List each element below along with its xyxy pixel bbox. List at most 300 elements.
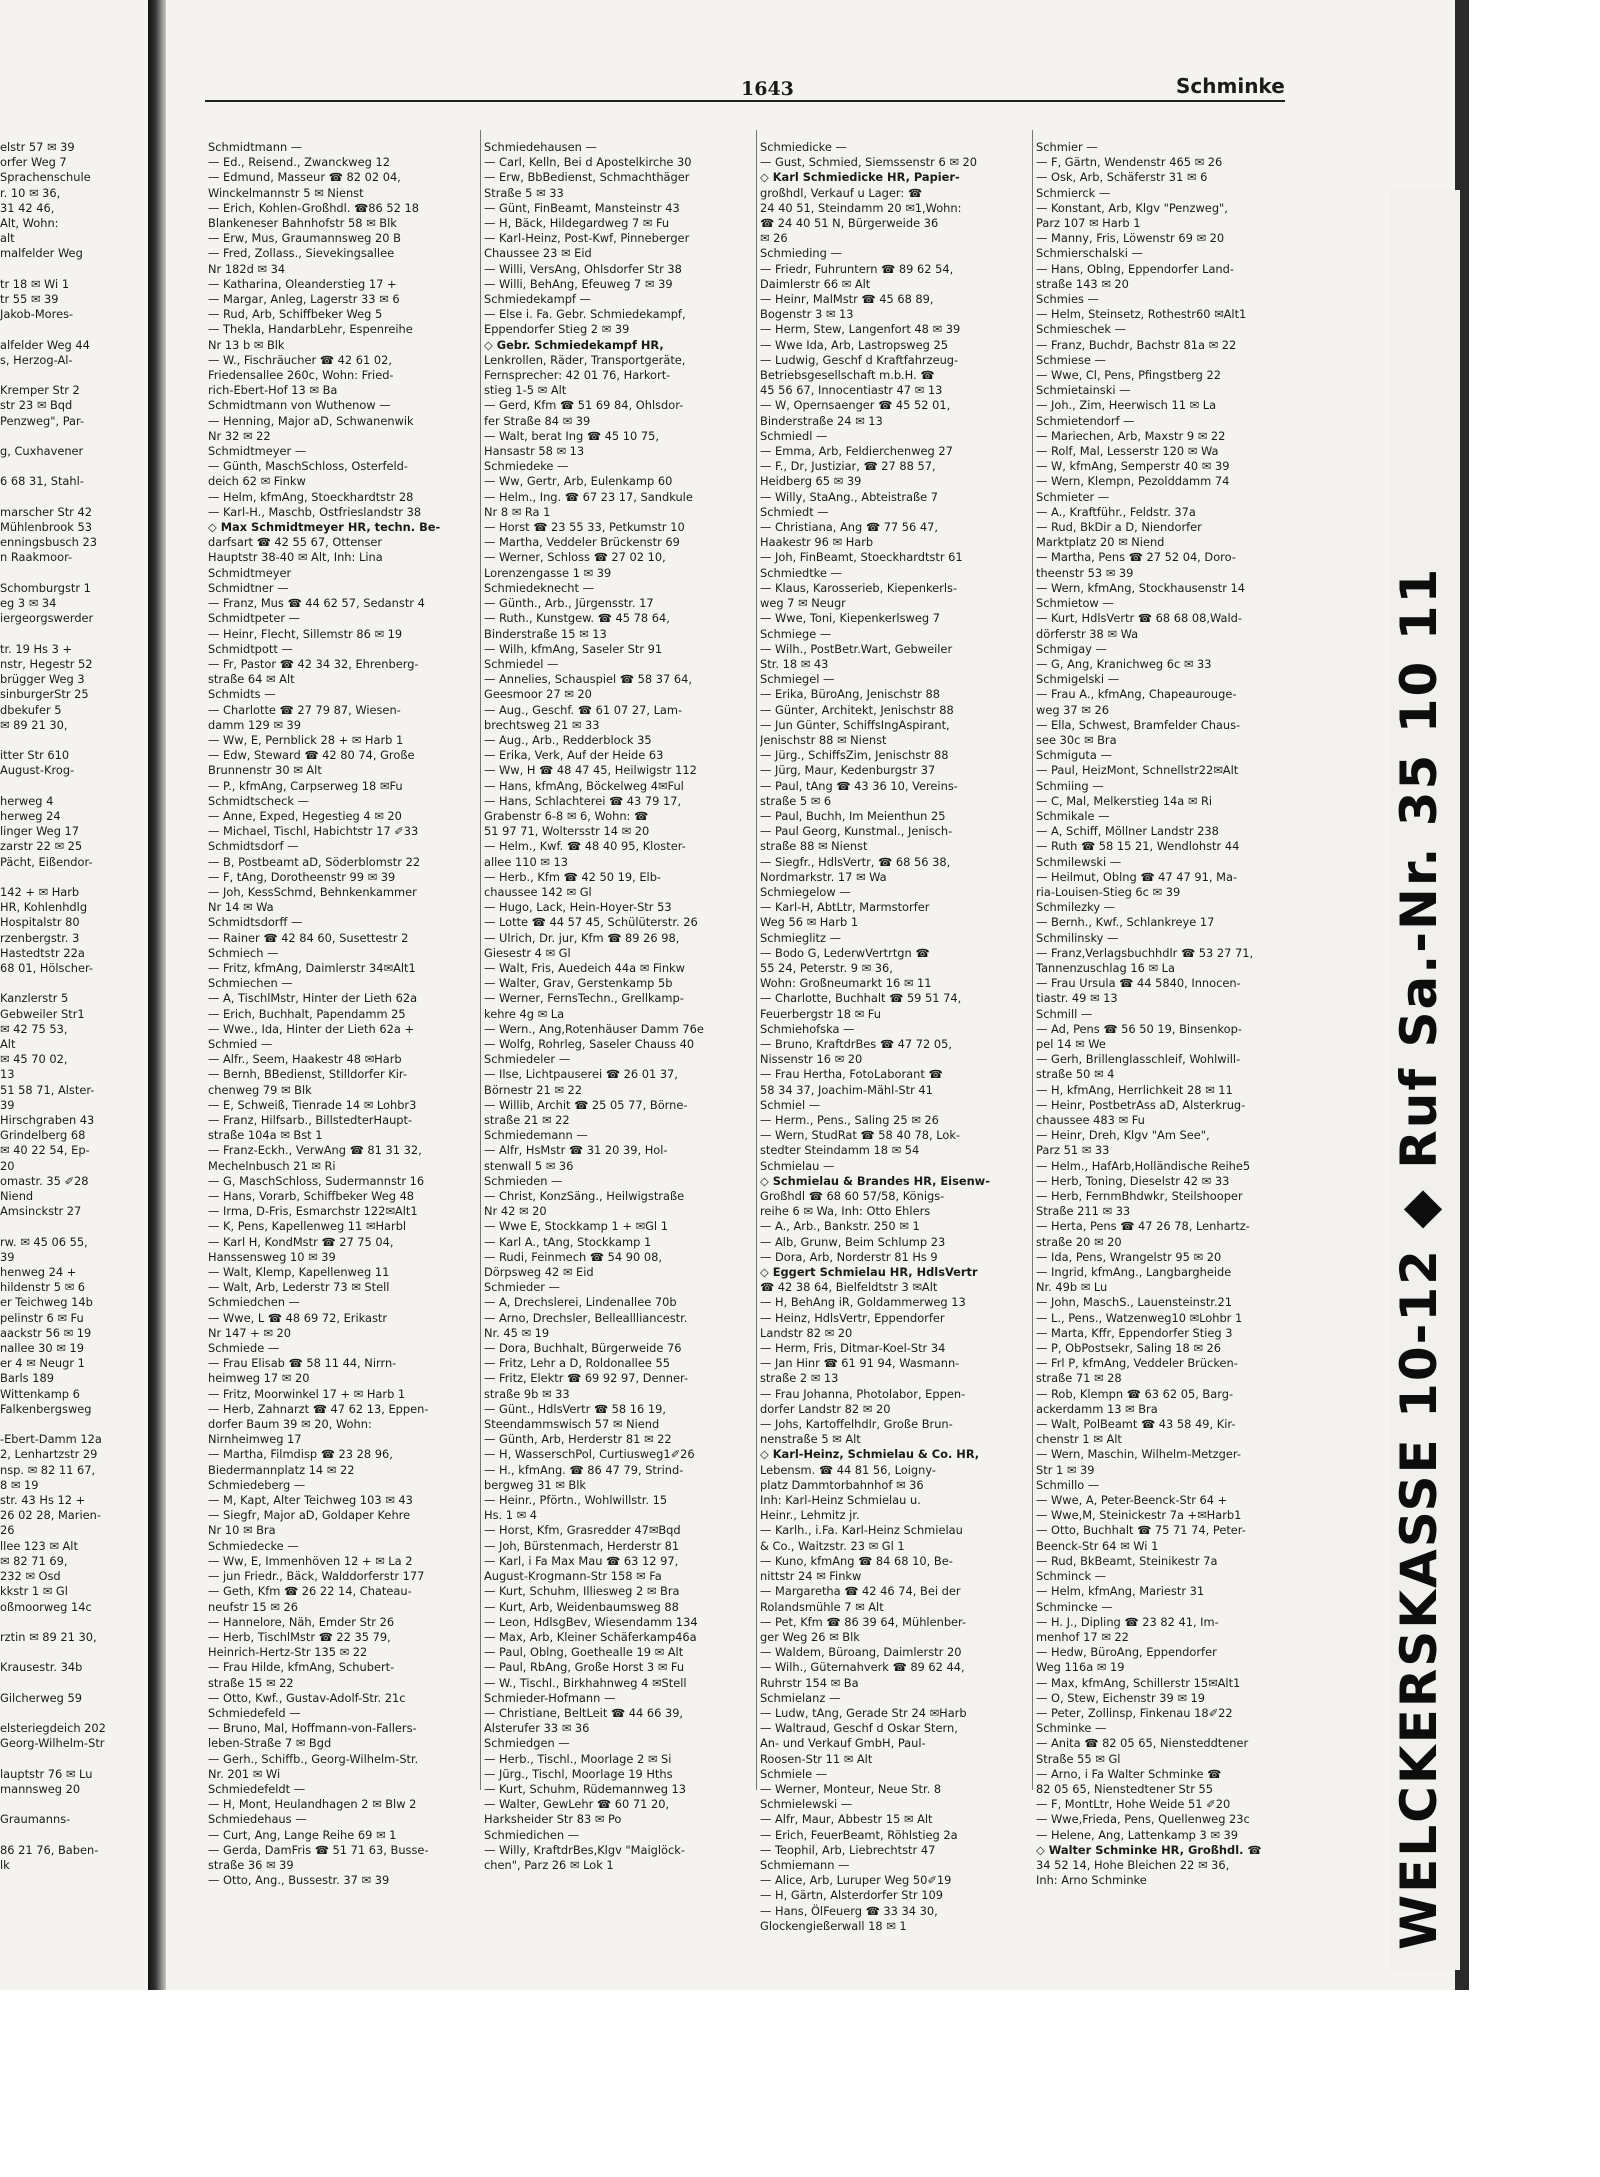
directory-line: — Ww, E, Pernblick 28 + ✉ Harb 1: [208, 732, 404, 747]
directory-line: — Werner, Monteur, Neue Str. 8: [760, 1781, 942, 1796]
directory-line: — F., Dr, Justiziar, ☎ 27 88 57,: [760, 459, 936, 474]
directory-line: — H, Bäck, Hildegardweg 7 ✉ Fu: [484, 216, 670, 231]
directory-line: Schmiedeberg —: [208, 1477, 306, 1492]
directory-line: — Herm, Stew, Langenfort 48 ✉ 39: [760, 322, 961, 337]
directory-line: Schmillo —: [1036, 1477, 1100, 1492]
directory-line: — Edw, Steward ☎ 42 80 74, Große: [208, 748, 415, 763]
directory-line: — Hans, kfmAng, Böckelweg 4✉Ful: [484, 778, 684, 793]
directory-line: — Horst, Kfm, Grasredder 47✉Bqd: [484, 1523, 681, 1538]
directory-line: — Hannelore, Näh, Emder Str 26: [208, 1614, 395, 1629]
directory-line: — Erich, FeuerBeamt, Röhlstieg 2a: [760, 1827, 958, 1842]
directory-line: Schmierck —: [1036, 185, 1111, 200]
directory-line: — Hedw, BüroAng, Eppendorfer: [1036, 1645, 1217, 1660]
directory-line: Nr. 49b ✉ Lu: [1036, 1280, 1108, 1295]
directory-line: — Charlotte, Buchhalt ☎ 59 51 74,: [760, 991, 962, 1006]
book-gutter: [148, 0, 166, 1990]
directory-line: — A, Schiff, Möllner Landstr 238: [1036, 824, 1219, 839]
directory-line: — Walt, Klemp, Kapellenweg 11: [208, 1265, 390, 1280]
directory-line: [0, 976, 148, 991]
directory-line: ger Weg 26 ✉ Blk: [760, 1629, 860, 1644]
directory-line: — W., Tischl., Birkhahnweg 4 ✉Stell: [484, 1675, 687, 1690]
directory-line: — Kurt, HdlsVertr ☎ 68 68 08,Wald-: [1036, 611, 1242, 626]
directory-line: sinburgerStr 25: [0, 687, 89, 702]
directory-column-4: [1036, 140, 1301, 2010]
directory-line: Heidberg 65 ✉ 39: [760, 474, 862, 489]
directory-line: — Helene, Ang, Lattenkamp 3 ✉ 39: [1036, 1827, 1239, 1842]
directory-line: — Helm., HafArb,Holländische Reihe5: [1036, 1158, 1251, 1173]
directory-line: Brunnenstr 30 ✉ Alt: [208, 763, 322, 778]
directory-line: — Bruno, Mal, Hoffmann-von-Fallers-: [208, 1721, 417, 1736]
directory-line: — Wern, Maschin, Wilhelm-Metzger-: [1036, 1447, 1241, 1462]
directory-line: — Siegfr, Major aD, Goldaper Kehre: [208, 1508, 411, 1523]
directory-line: [0, 1219, 148, 1234]
directory-line: brechtsweg 21 ✉ 33: [484, 717, 600, 732]
directory-line: — Erika, BüroAng, Jenischstr 88: [760, 687, 940, 702]
directory-line: — Osk, Arb, Schäferstr 31 ✉ 6: [1036, 170, 1208, 185]
directory-line: ◇ Karl Schmiedicke HR, Papier-: [760, 170, 960, 185]
directory-line: — Annelies, Schauspiel ☎ 58 37 64,: [484, 672, 692, 687]
directory-line: Nr 32 ✉ 22: [208, 428, 271, 443]
directory-line: — Alb, Grunw, Beim Schlump 23: [760, 1234, 946, 1249]
page-header: [166, 60, 1286, 110]
directory-line: — Otto, Ang., Bussestr. 37 ✉ 39: [208, 1873, 390, 1888]
directory-line: Schmiegel —: [760, 672, 835, 687]
directory-line: — Wwe, Cl, Pens, Pfingstberg 22: [1036, 368, 1222, 383]
directory-line: Schmieder —: [484, 1280, 560, 1295]
directory-line: straße 2 ✉ 13: [760, 1371, 839, 1386]
directory-line: — Joh., Zim, Heerwisch 11 ✉ La: [1036, 398, 1217, 413]
directory-line: Schmidtmeyer: [208, 565, 292, 580]
directory-line: Schmikale —: [1036, 808, 1110, 823]
directory-line: — Heinr, Dreh, Klgv "Am See",: [1036, 1128, 1210, 1143]
directory-line: — Wern, kfmAng, Stockhausenstr 14: [1036, 580, 1246, 595]
directory-line: — Gust, Schmied, Siemssenstr 6 ✉ 20: [760, 155, 977, 170]
directory-line: [0, 1828, 148, 1843]
directory-line: — Wwe E, Stockkamp 1 + ✉Gl 1: [484, 1219, 668, 1234]
header-rule: [205, 100, 1285, 102]
directory-line: Hastedtstr 22a: [0, 945, 85, 960]
directory-line: Nr. 201 ✉ Wi: [208, 1766, 281, 1781]
directory-line: ackerdamm 13 ✉ Bra: [1036, 1401, 1158, 1416]
directory-line: Schmiedl —: [760, 428, 828, 443]
directory-line: itter Str 610: [0, 748, 70, 763]
directory-line: Alt: [0, 1036, 16, 1051]
directory-line: — Marta, Kffr, Eppendorfer Stieg 3: [1036, 1325, 1233, 1340]
directory-line: Inh: Karl-Heinz Schmielau u.: [760, 1493, 921, 1508]
directory-line: — Johs, Kartoffelhdlr, Große Brun-: [760, 1417, 953, 1432]
directory-line: — Walt, PolBeamt ☎ 43 58 49, Kir-: [1036, 1417, 1236, 1432]
directory-line: Schmiedgen —: [484, 1736, 570, 1751]
directory-line: — Friedr, Fuhruntern ☎ 89 62 54,: [760, 261, 954, 276]
directory-line: Hirschgraben 43: [0, 1113, 95, 1127]
directory-line: — Wwe,M, Steinickestr 7a +✉Harb1: [1036, 1508, 1242, 1523]
directory-line: — Hans, ÖlFeuerg ☎ 33 34 30,: [760, 1903, 938, 1918]
directory-line: — John, MaschS., Lauensteinstr.21: [1036, 1295, 1233, 1310]
directory-line: — M, Kapt, Alter Teichweg 103 ✉ 43: [208, 1493, 413, 1508]
directory-column-1: [208, 140, 476, 2010]
directory-line: ◇ Max Schmidtmeyer HR, techn. Be-: [208, 520, 441, 535]
directory-line: Schmilinsky —: [1036, 930, 1119, 945]
directory-line: — Alfr., Seem, Haakestr 48 ✉Harb: [208, 1052, 402, 1067]
directory-line: damm 129 ✉ 39: [208, 717, 302, 732]
directory-line: Schmielewski —: [760, 1797, 853, 1812]
directory-line: — G, Ang, Kranichweg 6c ✉ 33: [1036, 656, 1212, 671]
directory-line: r. 10 ✉ 36,: [0, 185, 61, 200]
directory-line: aackstr 56 ✉ 19: [0, 1325, 92, 1340]
directory-line: Amsinckstr 27: [0, 1204, 82, 1219]
directory-line: stieg 1-5 ✉ Alt: [484, 383, 567, 398]
directory-line: Georg-Wilhelm-Str: [0, 1736, 105, 1751]
directory-line: — Arno, i Fa Walter Schminke ☎: [1036, 1766, 1222, 1781]
directory-line: platz Dammtorbahnhof ✉ 36: [760, 1477, 924, 1492]
directory-line: — Ad, Pens ☎ 56 50 19, Binsenkop-: [1036, 1021, 1242, 1036]
directory-line: — Franz,Verlagsbuchhdlr ☎ 53 27 71,: [1036, 945, 1254, 960]
running-head: Schminke: [1176, 74, 1285, 98]
directory-line: — P, ObPostsekr, Saling 18 ✉ 26: [1036, 1341, 1221, 1356]
directory-line: Nr 10 ✉ Bra: [208, 1523, 276, 1538]
directory-line: — Karl A., tAng, Stockkamp 1: [484, 1234, 652, 1249]
directory-line: [0, 1615, 148, 1630]
directory-line: — Heinr, Flecht, Sillemstr 86 ✉ 19: [208, 626, 403, 641]
directory-line: Binderstraße 24 ✉ 13: [760, 413, 883, 428]
directory-line: — Günt., HdlsVertr ☎ 58 16 19,: [484, 1401, 667, 1416]
directory-line: Schmied —: [208, 1036, 273, 1051]
directory-line: rztin ✉ 89 21 30,: [0, 1629, 97, 1644]
directory-line: — Ludw, tAng, Gerade Str 24 ✉Harb: [760, 1705, 967, 1720]
directory-line: — Fritz, Moorwinkel 17 + ✉ Harb 1: [208, 1386, 406, 1401]
directory-line: — Frau A., kfmAng, Chapeaurouge-: [1036, 687, 1237, 702]
directory-line: — Willi, VersAng, Ohlsdorfer Str 38: [484, 261, 682, 276]
directory-line: llee 123 ✉ Alt: [0, 1538, 78, 1553]
directory-line: straße 64 ✉ Alt: [208, 672, 295, 687]
directory-line: straße 143 ✉ 20: [1036, 276, 1129, 291]
directory-line: Schmiedel —: [484, 656, 559, 671]
directory-line: chaussee 483 ✉ Fu: [1036, 1113, 1145, 1127]
directory-line: — Karl-H, AbtLtr, Marmstorfer: [760, 900, 930, 915]
directory-line: Nr 8 ✉ Ra 1: [484, 504, 551, 519]
directory-line: Schmiege —: [760, 626, 832, 641]
directory-line: Nr. 45 ✉ 19: [484, 1325, 550, 1340]
column-divider: [1032, 130, 1033, 1790]
page-number: 1643: [741, 78, 794, 100]
directory-line: großhdl, Verkauf u Lager: ☎: [760, 185, 923, 200]
directory-line: — Frau Elisab ☎ 58 11 44, Nirrn-: [208, 1356, 397, 1371]
directory-line: Gilcherweg 59: [0, 1690, 82, 1705]
directory-line: orfer Weg 7: [0, 155, 67, 170]
directory-line: weg 7 ✉ Neugr: [760, 596, 846, 611]
directory-line: Tannenzuschlag 16 ✉ La: [1036, 960, 1175, 975]
directory-column-3: [760, 140, 1028, 2010]
column-divider: [756, 130, 757, 1790]
directory-line: — Frl P, kfmAng, Veddeler Brücken-: [1036, 1356, 1238, 1371]
directory-line: Hs. 1 ✉ 4: [484, 1508, 538, 1523]
directory-line: Parz 107 ✉ Harb 1: [1036, 216, 1141, 231]
directory-line: Schmiemann —: [760, 1857, 850, 1872]
directory-line: — Erw, BbBedienst, Schmachthäger: [484, 170, 690, 185]
directory-line: ✉ 26: [760, 231, 788, 246]
directory-line: Falkenbergsweg: [0, 1401, 92, 1416]
directory-line: — Hans, Vorarb, Schiffbeker Weg 48: [208, 1189, 415, 1204]
directory-line: 82 05 65, Nienstedtener Str 55: [1036, 1781, 1214, 1796]
directory-line: chenstr 1 ✉ Alt: [1036, 1432, 1122, 1447]
directory-line: — F, Gärtn, Wendenstr 465 ✉ 26: [1036, 155, 1223, 170]
directory-line: straße 15 ✉ 22: [208, 1675, 294, 1690]
directory-line: — Kurt, Schuhm, Rüdemannweg 13: [484, 1781, 687, 1796]
directory-line: Daimlerstr 66 ✉ Alt: [760, 276, 871, 291]
directory-line: Schmiedehausen —: [484, 140, 597, 154]
directory-line: Grindelberg 68: [0, 1128, 86, 1143]
directory-line: — Siegfr., HdlsVertr, ☎ 68 56 38,: [760, 854, 951, 869]
directory-line: heimweg 17 ✉ 20: [208, 1371, 310, 1386]
directory-line: ✉ 82 71 69,: [0, 1553, 68, 1568]
directory-line: 34 52 14, Hohe Bleichen 22 ✉ 36,: [1036, 1857, 1230, 1872]
left-page-fragment-column: [0, 140, 148, 2010]
directory-line: Schmiehofska —: [760, 1021, 855, 1036]
directory-line: Eppendorfer Stieg 2 ✉ 39: [484, 322, 630, 337]
directory-line: — Werner, FernsTechn., Grellkamp-: [484, 991, 684, 1006]
directory-line: — P., kfmAng, Carpserweg 18 ✉Fu: [208, 778, 403, 793]
directory-line: — Leon, HdlsgBev, Wiesendamm 134: [484, 1614, 698, 1629]
directory-line: nallee 30 ✉ 19: [0, 1341, 84, 1356]
directory-line: Alsterufer 33 ✉ 36: [484, 1721, 590, 1736]
directory-line: — Erich, Kohlen-Großhdl. ☎86 52 18: [208, 200, 419, 215]
directory-line: — Karl, i Fa Max Mau ☎ 63 12 97,: [484, 1553, 679, 1568]
directory-line: — Waldem, Büroang, Daimlerstr 20: [760, 1645, 962, 1660]
directory-line: Schmietendorf —: [1036, 413, 1135, 428]
directory-line: straße 36 ✉ 39: [208, 1857, 294, 1872]
directory-line: Jenischstr 88 ✉ Nienst: [760, 732, 887, 747]
directory-line: Nissenstr 16 ✉ 20: [760, 1052, 863, 1067]
directory-line: Schmigelski —: [1036, 672, 1120, 687]
directory-line: [0, 1676, 148, 1691]
directory-line: — Ruth ☎ 58 15 21, Wendlohstr 44: [1036, 839, 1240, 854]
directory-line: straße 71 ✉ 28: [1036, 1371, 1122, 1386]
directory-line: — Heinr., Pförtn., Wohlwillstr. 15: [484, 1493, 668, 1508]
directory-line: ◇ Schmielau & Brandes HR, Eisenw-: [760, 1173, 990, 1188]
directory-line: — Hans, Oblng, Eppendorfer Land-: [1036, 261, 1234, 276]
directory-line: — Günt, FinBeamt, Mansteinstr 43: [484, 200, 680, 215]
directory-line: herweg 24: [0, 808, 61, 823]
directory-line: Schmies —: [1036, 292, 1099, 307]
directory-line: ria-Louisen-Stieg 6c ✉ 39: [1036, 884, 1181, 899]
directory-line: Kremper Str 2: [0, 383, 80, 398]
directory-line: 68 01, Hölscher-: [0, 960, 94, 975]
directory-line: ✉ 89 21 30,: [0, 717, 68, 732]
directory-line: — B, Postbeamt aD, Söderblomstr 22: [208, 854, 421, 869]
directory-line: Schmidtner —: [208, 580, 289, 595]
directory-line: Weg 56 ✉ Harb 1: [760, 915, 859, 930]
directory-line: — Franz, Mus ☎ 44 62 57, Sedanstr 4: [208, 596, 425, 611]
directory-line: Schmiedefeldt —: [208, 1781, 306, 1796]
directory-line: Nr 13 b ✉ Blk: [208, 337, 285, 352]
directory-line: Kanzlerstr 5: [0, 991, 69, 1006]
directory-line: — Wwe, A, Peter-Beenck-Str 64 +: [1036, 1493, 1228, 1508]
directory-line: — A., Kraftführ., Feldstr. 37a: [1036, 504, 1196, 519]
directory-line: — Ww, Gertr, Arb, Eulenkamp 60: [484, 474, 673, 489]
directory-line: Betriebsgesellschaft m.b.H. ☎: [760, 368, 935, 383]
directory-line: — Ilse, Lichtpauserei ☎ 26 01 37,: [484, 1067, 678, 1082]
directory-line: — Martha, Pens ☎ 27 52 04, Doro-: [1036, 550, 1236, 565]
directory-line: — Heilmut, Oblng ☎ 47 47 91, Ma-: [1036, 869, 1238, 884]
directory-line: — Paul Georg, Kunstmal., Jenisch-: [760, 824, 953, 839]
directory-line: tr 18 ✉ Wi 1: [0, 276, 70, 291]
directory-line: — Max, Arb, Kleiner Schäferkamp46a: [484, 1629, 697, 1644]
directory-line: — Gerda, DamFris ☎ 51 71 63, Busse-: [208, 1842, 429, 1857]
directory-line: hildenstr 5 ✉ 6: [0, 1280, 85, 1295]
directory-line: ☎ 24 40 51 N, Bürgerweide 36: [760, 216, 939, 231]
directory-line: — Günter, Architekt, Jenischstr 88: [760, 702, 954, 717]
directory-line: str 23 ✉ Bqd: [0, 398, 73, 413]
directory-line: [0, 870, 148, 885]
directory-line: 39: [0, 1097, 15, 1112]
directory-line: ◇ Eggert Schmielau HR, HdlsVertr: [760, 1265, 978, 1280]
directory-line: — Günth, Arb, Herderstr 81 ✉ 22: [484, 1432, 672, 1447]
directory-line: — Joh, KessSchmd, Behnkenkammer: [208, 884, 417, 899]
directory-line: reihe 6 ✉ Wa, Inh: Otto Ehlers: [760, 1204, 931, 1219]
directory-line: Rolandsmühle 7 ✉ Alt: [760, 1599, 884, 1614]
directory-line: 31 42 46,: [0, 200, 55, 215]
directory-line: — H., kfmAng. ☎ 86 47 79, Strind-: [484, 1462, 684, 1477]
directory-line: — Paul, tAng ☎ 43 36 10, Vereins-: [760, 778, 958, 793]
directory-line: ✉ 42 75 53,: [0, 1021, 68, 1036]
directory-line: Schmiedt —: [760, 504, 829, 519]
directory-line: straße 20 ✉ 20: [1036, 1234, 1122, 1249]
directory-line: — Anita ☎ 82 05 65, Niensteddtener: [1036, 1736, 1249, 1751]
directory-line: Nr 182d ✉ 34: [208, 261, 286, 276]
directory-line: — Rud, BkBeamt, Steinikestr 7a: [1036, 1553, 1218, 1568]
directory-line: — Rainer ☎ 42 84 60, Susettestr 2: [208, 930, 409, 945]
directory-line: Schmidtpott —: [208, 641, 293, 656]
directory-line: [0, 1645, 148, 1660]
directory-line: — Kuno, kfmAng ☎ 84 68 10, Be-: [760, 1553, 953, 1568]
directory-line: August-Krog-: [0, 763, 75, 778]
directory-line: alt: [0, 231, 15, 246]
directory-line: — Gerh, Brillenglasschleif, Wohlwill-: [1036, 1052, 1241, 1067]
directory-line: — Franz, Buchdr, Bachstr 81a ✉ 22: [1036, 337, 1237, 352]
directory-line: — Otto, Buchhalt ☎ 75 71 74, Peter-: [1036, 1523, 1246, 1538]
directory-line: Jakob-Mores-: [0, 307, 74, 322]
directory-line: Alt, Wohn:: [0, 216, 59, 231]
directory-line: — Peter, Zollinsp, Finkenau 18✐22: [1036, 1705, 1233, 1720]
directory-line: 6 68 31, Stahl-: [0, 474, 84, 489]
directory-line: — Franz, Hilfsarb., BillstedterHaupt-: [208, 1113, 413, 1127]
directory-line: 51 97 71, Woltersstr 14 ✉ 20: [484, 824, 650, 839]
directory-line: — Ludwig, Geschf d Kraftfahrzeug-: [760, 352, 959, 367]
directory-line: — Erw, Mus, Graumannsweg 20 B: [208, 231, 401, 246]
directory-line: Schmielau —: [760, 1158, 835, 1173]
directory-line: — Bernh., Kwf., Schlankreye 17: [1036, 915, 1215, 930]
directory-line: — Aug., Arb., Redderblock 35: [484, 732, 652, 747]
directory-line: — Werner, Schloss ☎ 27 02 10,: [484, 550, 666, 565]
directory-line: tr. 19 Hs 3 +: [0, 641, 72, 656]
directory-line: — Ww, H ☎ 48 47 45, Heilwigstr 112: [484, 763, 697, 778]
directory-line: Hospitalstr 80: [0, 915, 80, 930]
directory-line: — Helm, kfmAng, Stoeckhardtstr 28: [208, 489, 414, 504]
directory-line: mannsweg 20: [0, 1781, 81, 1796]
directory-line: Schmieglitz —: [760, 930, 841, 945]
directory-line: malfelder Weg: [0, 246, 83, 261]
directory-line: Schmiele —: [760, 1766, 828, 1781]
directory-line: Straße 55 ✉ Gl: [1036, 1751, 1121, 1766]
directory-line: 58 34 37, Joachim-Mähl-Str 41: [760, 1082, 933, 1097]
directory-line: — H, Mont, Heulandhagen 2 ✉ Blw 2: [208, 1797, 417, 1812]
directory-line: Krausestr. 34b: [0, 1660, 83, 1675]
directory-line: — C, Mal, Melkerstieg 14a ✉ Ri: [1036, 793, 1213, 808]
directory-line: — Fritz, Lehr a D, Roldonallee 55: [484, 1356, 670, 1371]
directory-line: Straße 5 ✉ 33: [484, 185, 564, 200]
directory-line: — Hans, Schlachterei ☎ 43 79 17,: [484, 793, 682, 808]
directory-line: — Pet, Kfm ☎ 86 39 64, Mühlenber-: [760, 1614, 967, 1629]
directory-line: Landstr 82 ✉ 20: [760, 1325, 853, 1340]
directory-line: linger Weg 17: [0, 824, 80, 839]
directory-line: — Emma, Arb, Feldierchenweg 27: [760, 444, 953, 459]
directory-line: — Wilh., Güternahverk ☎ 89 62 44,: [760, 1660, 965, 1675]
directory-line: — Wern, StudRat ☎ 58 40 78, Lok-: [760, 1128, 961, 1143]
directory-line: tiastr. 49 ✉ 13: [1036, 991, 1118, 1006]
directory-line: — Fr, Pastor ☎ 42 34 32, Ehrenberg-: [208, 656, 419, 671]
directory-line: s, Herzog-Al-: [0, 352, 73, 367]
directory-line: 24 40 51, Steindamm 20 ✉1,Wohn:: [760, 200, 962, 215]
directory-line: Schmietow —: [1036, 596, 1114, 611]
directory-line: — Willy, KraftdrBes,Klgv "Maiglöck-: [484, 1842, 685, 1857]
directory-line: — Ida, Pens, Wrangelstr 95 ✉ 20: [1036, 1249, 1222, 1264]
directory-line: straße 5 ✉ 6: [760, 793, 832, 808]
directory-line: elsteriegdeich 202: [0, 1721, 106, 1736]
directory-line: — F, tAng, Dorotheenstr 99 ✉ 39: [208, 869, 396, 884]
directory-line: Nirnheimweg 17: [208, 1432, 302, 1447]
directory-line: dorfer Baum 39 ✉ 20, Wohn:: [208, 1417, 372, 1432]
directory-line: Nr 42 ✉ 20: [484, 1204, 547, 1219]
directory-line: Nr 14 ✉ Wa: [208, 900, 274, 915]
sidebar-ad-text: WELCKERSKASSE 10-12 ◆ Ruf Sa.-Nr. 35 10 11: [1390, 566, 1448, 1950]
directory-line: — Geth, Kfm ☎ 26 22 14, Chateau-: [208, 1584, 412, 1599]
directory-line: Wittenkamp 6: [0, 1386, 80, 1401]
directory-line: — Dora, Arb, Norderstr 81 Hs 9: [760, 1249, 938, 1264]
directory-line: eg 3 ✉ 34: [0, 596, 57, 611]
directory-line: — Karlh., i.Fa. Karl-Heinz Schmielau: [760, 1523, 963, 1538]
directory-line: Fernsprecher: 42 01 76, Harkort-: [484, 368, 671, 383]
directory-line: — Walt, Arb, Lederstr 73 ✉ Stell: [208, 1280, 390, 1295]
directory-line: chen", Parz 26 ✉ Lok 1: [484, 1857, 614, 1872]
directory-line: — Herm, Fris, Ditmar-Koel-Str 34: [760, 1341, 946, 1356]
directory-line: [0, 322, 148, 337]
directory-line: Schmiedemann —: [484, 1128, 588, 1143]
directory-line: — Paul, Buchh, Im Meienthun 25: [760, 808, 946, 823]
directory-line: brügger Weg 3: [0, 672, 85, 687]
directory-line: — Wwe., Ida, Hinter der Lieth 62a +: [208, 1021, 415, 1036]
directory-line: nenstraße 5 ✉ Alt: [760, 1432, 861, 1447]
directory-line: Nr 147 + ✉ 20: [208, 1325, 292, 1340]
directory-line: — Fritz, kfmAng, Daimlerstr 34✉Alt1: [208, 960, 416, 975]
directory-line: — Helm, Steinsetz, Rothestr60 ✉Alt1: [1036, 307, 1247, 322]
directory-line: — Frau Johanna, Photolabor, Eppen-: [760, 1386, 966, 1401]
directory-line: Schminke —: [1036, 1721, 1107, 1736]
directory-line: Inh: Arno Schminke: [1036, 1873, 1147, 1888]
directory-line: — Kurt, Schuhm, Illiesweg 2 ✉ Bra: [484, 1584, 680, 1599]
directory-line: Schmincke —: [1036, 1599, 1113, 1614]
directory-line: — Helm., Ing. ☎ 67 23 17, Sandkule: [484, 489, 693, 504]
directory-line: chaussee 142 ✉ Gl: [484, 884, 592, 899]
directory-line: — Paul, RbAng, Große Horst 3 ✉ Fu: [484, 1660, 685, 1675]
directory-line: Niend: [0, 1189, 34, 1204]
directory-line: Schmill —: [1036, 1006, 1093, 1021]
directory-line: Hanssensweg 10 ✉ 39: [208, 1249, 336, 1264]
directory-line: — Herb, TischlMstr ☎ 22 35 79,: [208, 1629, 391, 1644]
directory-line: Dörpsweg 42 ✉ Eid: [484, 1265, 594, 1280]
directory-line: leben-Straße 7 ✉ Bgd: [208, 1736, 332, 1751]
directory-line: — Bernh, BBedienst, Stilldorfer Kir-: [208, 1067, 407, 1082]
directory-line: lauptstr 76 ✉ Lu: [0, 1766, 93, 1781]
